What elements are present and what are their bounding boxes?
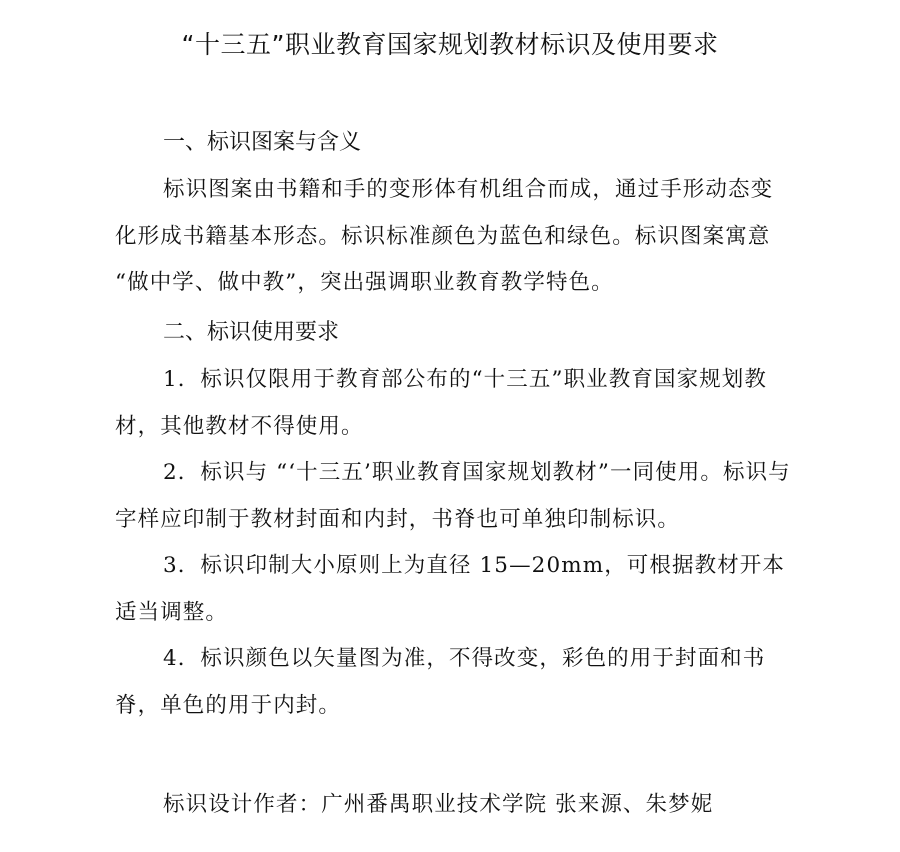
usage-item-1: 1．标识仅限用于教育部公布的“十三五”职业教育国家规划教材，其他教材不得使用。 <box>115 367 767 439</box>
usage-item-4: 4．标识颜色以矢量图为准，不得改变，彩色的用于封面和书脊，单色的用于内封。 <box>115 646 766 718</box>
document-title: “十三五”职业教育国家规划教材标识及使用要求 <box>181 30 719 59</box>
paragraph-meaning: 标识图案由书籍和手的变形体有机组合而成，通过手形动态变化形成书籍基本形态。标识标准颜色为蓝色和绿色。标识图案寓意 “做中学、做中教”，突出强调职业教育教学特色。 <box>115 177 774 295</box>
section-heading-usage: 二、标识使用要求 <box>163 320 340 345</box>
usage-item-3: 3．标识印制大小原则上为直径 15—20mm，可根据教材开本适当调整。 <box>115 553 786 625</box>
designer-credit: 标识设计作者：广州番禺职业技术学院 张来源、朱梦妮 <box>163 792 714 817</box>
usage-item-2: 2．标识与 “‘十三五’职业教育国家规划教材”一同使用。标识与字样应印制于教材封面和内封，书脊也可单独印制标识。 <box>115 460 791 532</box>
section-heading-meaning: 一、标识图案与含义 <box>163 130 362 155</box>
